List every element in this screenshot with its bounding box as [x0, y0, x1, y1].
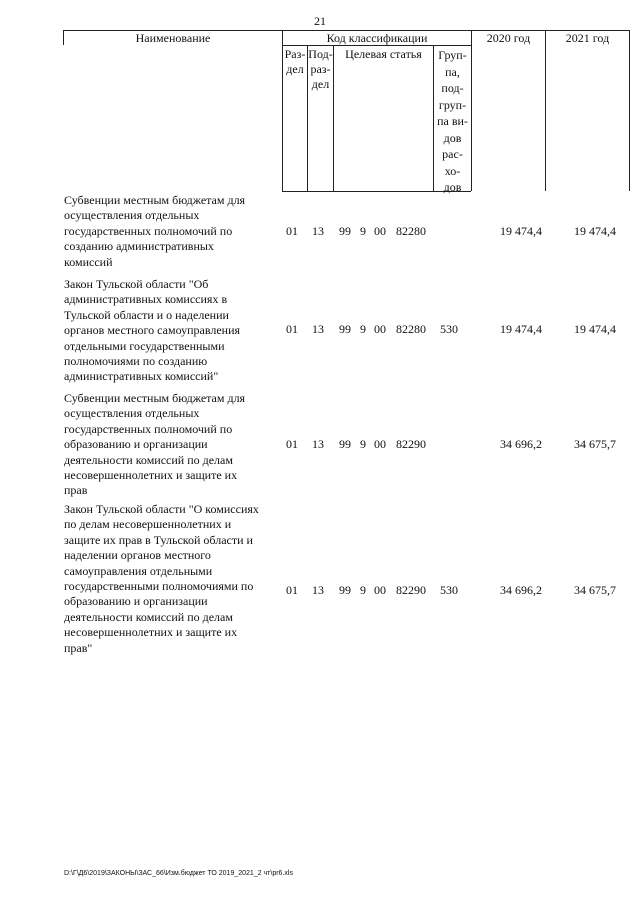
row-expense-type: 530 — [440, 322, 458, 336]
row-direction: 82280 — [396, 322, 426, 336]
row-subsection: 13 — [312, 224, 324, 238]
header-year-2021: 2021 год — [565, 31, 610, 45]
row-expense-type: 530 — [440, 583, 458, 597]
row-name: Закон Тульской области "Об административных комиссиях в Тульской области и о наделении органов местного самоуправления отдельными государственными полномочиями по созданию административных комиссий" — [64, 277, 241, 384]
row-value-2021: 34 675,7 — [574, 437, 616, 451]
file-path-footer: D:\Г\Д6\2019\ЗАКОНЫ\ЗАС_66\Изм.бюджет ТО 2019_2021_2 чт\pr6.xls — [64, 870, 293, 877]
row-program: 99 — [339, 322, 351, 336]
header-target-article: Целевая статья — [345, 47, 422, 61]
row-section: 01 — [286, 322, 298, 336]
row-section: 01 — [286, 583, 298, 597]
row-subprogram: 9 — [360, 437, 366, 451]
row-value-2021: 19 474,4 — [574, 224, 616, 238]
row-name: Закон Тульской области "О комиссиях по делам несовершеннолетних и защите их прав в Тульской области и наделении органов местного самоуправления отдельными государственными полномочиями по образованию и организации деятельности комиссий по делам несовершеннолетних и защите их прав" — [64, 502, 259, 655]
header-name: Наименование — [135, 31, 211, 45]
row-subprogram: 9 — [360, 583, 366, 597]
row-value-2020: 19 474,4 — [500, 224, 542, 238]
row-direction: 82280 — [396, 224, 426, 238]
row-program: 99 — [339, 437, 351, 451]
row-main: 00 — [374, 437, 386, 451]
header-expense-group: Груп- па, под- груп- па ви- дов рас- хо- дов — [437, 48, 468, 194]
row-subsection: 13 — [312, 322, 324, 336]
header-classification: Код классификации — [326, 31, 428, 45]
row-main: 00 — [374, 583, 386, 597]
header-col-divider — [471, 30, 472, 191]
row-main: 00 — [374, 322, 386, 336]
row-direction: 82290 — [396, 437, 426, 451]
row-value-2020: 34 696,2 — [500, 437, 542, 451]
header-col-divider — [545, 30, 546, 191]
row-section: 01 — [286, 224, 298, 238]
row-value-2021: 19 474,4 — [574, 322, 616, 336]
row-main: 00 — [374, 224, 386, 238]
row-subprogram: 9 — [360, 224, 366, 238]
row-value-2020: 34 696,2 — [500, 583, 542, 597]
header-section: Раз- дел — [284, 47, 306, 76]
row-name: Субвенции местным бюджетам для осуществления отдельных государственных полномочий по созданию административных комиссий — [64, 193, 246, 269]
row-direction: 82290 — [396, 583, 426, 597]
row-value-2020: 19 474,4 — [500, 322, 542, 336]
row-value-2021: 34 675,7 — [574, 583, 616, 597]
row-subsection: 13 — [312, 437, 324, 451]
header-subsection: Под- раз- дел — [308, 47, 333, 91]
row-program: 99 — [339, 583, 351, 597]
row-program: 99 — [339, 224, 351, 238]
row-section: 01 — [286, 437, 298, 451]
header-year-2020: 2020 год — [486, 31, 531, 45]
page-number: 21 — [314, 14, 326, 28]
header-right-border — [629, 30, 630, 191]
row-subsection: 13 — [312, 583, 324, 597]
row-name: Субвенции местным бюджетам для осуществления отдельных государственных полномочий по образованию и организации деятельности комиссий по делам несовершеннолетних и защите их прав — [64, 391, 246, 498]
row-subprogram: 9 — [360, 322, 366, 336]
header-col-divider — [333, 45, 334, 191]
